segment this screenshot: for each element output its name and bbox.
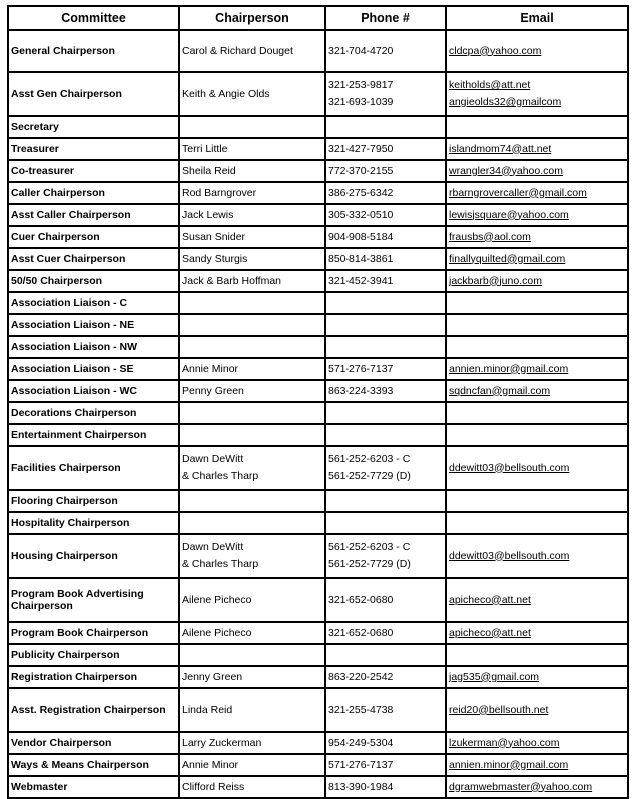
table-row: [8, 292, 628, 314]
chairperson-text: & Charles Tharp: [182, 558, 259, 570]
phone-text: 386-275-6342: [328, 186, 394, 199]
committee-cell: Association Liaison - NE: [8, 314, 179, 336]
email-cell: [446, 336, 628, 358]
committee-cell: Secretary: [8, 116, 179, 138]
phone-text: 571-276-7137: [328, 362, 394, 375]
email-link[interactable]: angieolds32@gmailcom: [449, 96, 562, 108]
chairperson-cell: [179, 226, 325, 248]
table-row: [8, 402, 628, 424]
email-cell: [446, 754, 628, 776]
chairperson-text: Dawn DeWitt: [182, 541, 244, 553]
phone-cell: [325, 336, 446, 358]
email-cell: [446, 314, 628, 336]
email-link[interactable]: ddewitt03@bellsouth.com: [449, 461, 570, 474]
phone-text: 321-693-1039: [328, 96, 394, 108]
email-link[interactable]: apicheco@att.net: [449, 593, 531, 606]
phone-cell: [325, 490, 446, 512]
phone-cell: [325, 578, 446, 622]
email-cell: [446, 424, 628, 446]
phone-cell: [325, 72, 446, 116]
committee-table: [7, 5, 629, 799]
phone-cell: [325, 754, 446, 776]
email-link[interactable]: apicheco@att.net: [449, 626, 531, 639]
phone-cell: [325, 160, 446, 182]
chairperson-cell: [179, 644, 325, 666]
table-row: [8, 204, 628, 226]
phone-text: 561-252-7729 (D): [328, 470, 411, 482]
table-row: [8, 358, 628, 380]
phone-text: 571-276-7137: [328, 758, 394, 771]
committee-cell: Flooring Chairperson: [8, 490, 179, 512]
chairperson-cell: [179, 490, 325, 512]
phone-text: 954-249-5304: [328, 736, 394, 749]
email-link[interactable]: annien.minor@gmail.com: [449, 758, 569, 771]
phone-cell: [325, 380, 446, 402]
email-cell: [446, 446, 628, 490]
table-row: [8, 336, 628, 358]
chairperson-cell: [179, 732, 325, 754]
chairperson-text: Larry Zuckerman: [182, 736, 262, 749]
table-row: [8, 424, 628, 446]
table-row: [8, 248, 628, 270]
header-email: Email: [446, 6, 628, 30]
phone-text: 863-224-3393: [328, 384, 394, 397]
email-link[interactable]: jackbarb@juno.com: [449, 274, 542, 287]
email-link[interactable]: annien.minor@gmail.com: [449, 362, 569, 375]
table-row: [8, 666, 628, 688]
chairperson-cell: [179, 776, 325, 798]
email-link[interactable]: cldcpa@yahoo.com: [449, 44, 542, 57]
table-row: [8, 116, 628, 138]
committee-cell: Association Liaison - WC: [8, 380, 179, 402]
phone-cell: [325, 402, 446, 424]
email-cell: [446, 30, 628, 72]
phone-cell: [325, 534, 446, 578]
chairperson-cell: [179, 688, 325, 732]
chairperson-text: Jack & Barb Hoffman: [182, 274, 282, 287]
email-cell: [446, 226, 628, 248]
chairperson-cell: [179, 666, 325, 688]
phone-cell: [325, 138, 446, 160]
chairperson-text: & Charles Tharp: [182, 470, 259, 482]
email-link[interactable]: frausbs@aol.com: [449, 230, 531, 243]
email-link[interactable]: keitholds@att.net: [449, 79, 531, 91]
chairperson-text: Annie Minor: [182, 758, 239, 771]
email-link[interactable]: finallyquilted@gmail.com: [449, 252, 566, 265]
phone-text: 321-427-7950: [328, 142, 394, 155]
table-row: [8, 512, 628, 534]
chairperson-text: Dawn DeWitt: [182, 453, 244, 465]
email-cell: [446, 116, 628, 138]
chairperson-cell: [179, 270, 325, 292]
email-link[interactable]: jag535@gmail.com: [449, 670, 540, 683]
email-link[interactable]: lzukerman@yahoo.com: [449, 736, 560, 749]
phone-cell: [325, 622, 446, 644]
chairperson-text: Rod Barngrover: [182, 186, 257, 199]
phone-text: 561-252-6203 - C: [328, 541, 411, 553]
email-cell: [446, 358, 628, 380]
email-cell: [446, 666, 628, 688]
phone-text: 561-252-7729 (D): [328, 558, 411, 570]
committee-cell: Housing Chairperson: [8, 534, 179, 578]
chairperson-cell: [179, 402, 325, 424]
committee-cell: Entertainment Chairperson: [8, 424, 179, 446]
committee-cell: Registration Chairperson: [8, 666, 179, 688]
phone-text: 561-252-6203 - C: [328, 453, 411, 465]
chairperson-cell: [179, 336, 325, 358]
committee-cell: Asst. Registration Chairperson: [8, 688, 179, 732]
email-cell: [446, 622, 628, 644]
committee-cell: Vendor Chairperson: [8, 732, 179, 754]
email-cell: [446, 644, 628, 666]
email-cell: [446, 248, 628, 270]
chairperson-cell: [179, 754, 325, 776]
chairperson-text: Jack Lewis: [182, 208, 234, 221]
phone-text: 904-908-5184: [328, 230, 394, 243]
chairperson-cell: [179, 160, 325, 182]
committee-cell: Webmaster: [8, 776, 179, 798]
table-row: [8, 446, 628, 490]
chairperson-cell: [179, 424, 325, 446]
chairperson-cell: [179, 30, 325, 72]
committee-cell: Ways & Means Chairperson: [8, 754, 179, 776]
chairperson-text: Linda Reid: [182, 703, 233, 716]
email-cell: [446, 732, 628, 754]
chairperson-cell: [179, 534, 325, 578]
table-row: [8, 226, 628, 248]
chairperson-text: Sheila Reid: [182, 164, 236, 177]
email-link[interactable]: lewisjsquare@yahoo.com: [449, 208, 569, 221]
email-cell: [446, 688, 628, 732]
email-cell: [446, 138, 628, 160]
table-row: [8, 160, 628, 182]
table-row: [8, 138, 628, 160]
committee-cell: Association Liaison - C: [8, 292, 179, 314]
table-row: [8, 732, 628, 754]
phone-text: 321-255-4738: [328, 703, 394, 716]
header-chairperson: Chairperson: [179, 6, 325, 30]
email-cell: [446, 776, 628, 798]
chairperson-text: Keith & Angie Olds: [182, 87, 270, 100]
chairperson-text: Carol & Richard Douget: [182, 44, 293, 57]
phone-text: 772-370-2155: [328, 164, 394, 177]
phone-cell: [325, 732, 446, 754]
phone-cell: [325, 358, 446, 380]
chairperson-cell: [179, 622, 325, 644]
header-row: [8, 6, 628, 30]
phone-text: 321-652-0680: [328, 593, 394, 606]
chairperson-cell: [179, 578, 325, 622]
phone-text: 321-452-3941: [328, 274, 394, 287]
chairperson-text: Terri Little: [182, 142, 228, 155]
email-cell: [446, 534, 628, 578]
phone-cell: [325, 292, 446, 314]
phone-cell: [325, 512, 446, 534]
email-link[interactable]: dgramwebmaster@yahoo.com: [449, 780, 593, 793]
chairperson-text: Annie Minor: [182, 362, 239, 375]
phone-cell: [325, 248, 446, 270]
chairperson-cell: [179, 292, 325, 314]
chairperson-text: Susan Snider: [182, 230, 246, 243]
email-cell: [446, 270, 628, 292]
phone-cell: [325, 688, 446, 732]
phone-text: 850-814-3861: [328, 252, 394, 265]
table-row: [8, 490, 628, 512]
phone-cell: [325, 446, 446, 490]
chairperson-cell: [179, 248, 325, 270]
email-cell: [446, 204, 628, 226]
table-row: [8, 182, 628, 204]
chairperson-text: Sandy Sturgis: [182, 252, 248, 265]
phone-text: 813-390-1984: [328, 780, 394, 793]
phone-cell: [325, 644, 446, 666]
committee-cell: General Chairperson: [8, 30, 179, 72]
chairperson-cell: [179, 138, 325, 160]
committee-cell: 50/50 Chairperson: [8, 270, 179, 292]
email-link[interactable]: wrangler34@yahoo.com: [449, 164, 563, 177]
committee-cell: Cuer Chairperson: [8, 226, 179, 248]
committee-cell: Asst Gen Chairperson: [8, 72, 179, 116]
committee-cell: Asst Caller Chairperson: [8, 204, 179, 226]
phone-cell: [325, 204, 446, 226]
chairperson-cell: [179, 182, 325, 204]
committee-cell: Co-treasurer: [8, 160, 179, 182]
chairperson-text: Ailene Picheco: [182, 593, 252, 606]
committee-cell: Hospitality Chairperson: [8, 512, 179, 534]
phone-text: 321-704-4720: [328, 44, 394, 57]
committee-cell: Program Book Chairperson: [8, 622, 179, 644]
chairperson-cell: [179, 116, 325, 138]
chairperson-cell: [179, 446, 325, 490]
phone-cell: [325, 776, 446, 798]
committee-cell: Association Liaison - SE: [8, 358, 179, 380]
phone-cell: [325, 226, 446, 248]
chairperson-text: Clifford Reiss: [182, 780, 245, 793]
table-row: [8, 688, 628, 732]
phone-cell: [325, 182, 446, 204]
email-link[interactable]: reid20@bellsouth.net: [449, 703, 549, 716]
email-cell: [446, 160, 628, 182]
email-cell: [446, 72, 628, 116]
chairperson-cell: [179, 204, 325, 226]
chairperson-text: Ailene Picheco: [182, 626, 252, 639]
table-row: [8, 578, 628, 622]
table-row: [8, 72, 628, 116]
email-cell: [446, 182, 628, 204]
phone-cell: [325, 30, 446, 72]
table-row: [8, 314, 628, 336]
phone-cell: [325, 314, 446, 336]
email-cell: [446, 578, 628, 622]
table-row: [8, 380, 628, 402]
committee-cell: Decorations Chairperson: [8, 402, 179, 424]
chairperson-cell: [179, 380, 325, 402]
table-row: [8, 754, 628, 776]
chairperson-cell: [179, 512, 325, 534]
email-link[interactable]: rbarngrovercaller@gmail.com: [449, 186, 587, 199]
email-cell: [446, 402, 628, 424]
chairperson-cell: [179, 72, 325, 116]
chairperson-cell: [179, 358, 325, 380]
email-link[interactable]: ddewitt03@bellsouth.com: [449, 549, 570, 562]
email-link[interactable]: sqdncfan@gmail.com: [449, 384, 551, 397]
email-cell: [446, 380, 628, 402]
phone-text: 863-220-2542: [328, 670, 394, 683]
phone-text: 305-332-0510: [328, 208, 394, 221]
committee-cell: Association Liaison - NW: [8, 336, 179, 358]
phone-text: 321-253-9817: [328, 79, 394, 91]
committee-cell: Caller Chairperson: [8, 182, 179, 204]
committee-cell: Treasurer: [8, 138, 179, 160]
header-phone: Phone #: [325, 6, 446, 30]
committee-cell: Publicity Chairperson: [8, 644, 179, 666]
email-cell: [446, 512, 628, 534]
phone-cell: [325, 270, 446, 292]
phone-text: 321-652-0680: [328, 626, 394, 639]
committee-cell: Facilities Chairperson: [8, 446, 179, 490]
committee-cell: Program Book Advertising Chairperson: [8, 578, 179, 622]
table-row: [8, 270, 628, 292]
phone-cell: [325, 424, 446, 446]
email-link[interactable]: islandmom74@att.net: [449, 142, 552, 155]
phone-cell: [325, 666, 446, 688]
phone-cell: [325, 116, 446, 138]
chairperson-text: Jenny Green: [182, 670, 243, 683]
chairperson-text: Penny Green: [182, 384, 244, 397]
table-row: [8, 30, 628, 72]
table-row: [8, 534, 628, 578]
table-row: [8, 644, 628, 666]
email-cell: [446, 490, 628, 512]
chairperson-cell: [179, 314, 325, 336]
table-row: [8, 622, 628, 644]
table-row: [8, 776, 628, 798]
header-committee: Committee: [8, 6, 179, 30]
committee-cell: Asst Cuer Chairperson: [8, 248, 179, 270]
email-cell: [446, 292, 628, 314]
